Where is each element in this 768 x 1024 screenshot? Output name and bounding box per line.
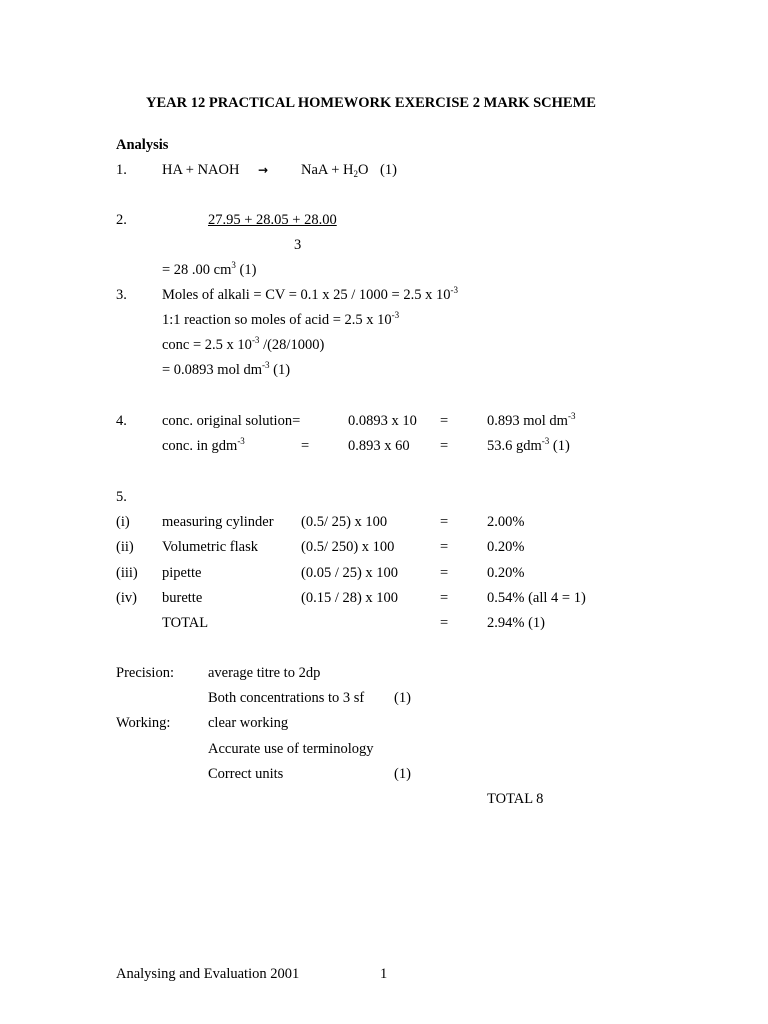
precision-line-2: Both concentrations to 3 sf — [208, 690, 365, 706]
analysis-heading: Analysis — [116, 137, 169, 153]
q3-line-3: conc = 2.5 x $10^{-3}$ /(28/1000) — [162, 335, 325, 353]
q5-row-equals: = — [440, 565, 449, 581]
working-line-2: Accurate use of terminology — [208, 741, 374, 757]
q5-row-equals: = — [440, 590, 449, 606]
q5-row-roman: (i) — [116, 514, 130, 530]
q5-row-equals: = — [440, 514, 449, 530]
q2-number: 2. — [116, 212, 127, 228]
working-line-3: Correct units — [208, 766, 284, 782]
working-mark: (1) — [394, 766, 411, 782]
q4-row1-equals: = — [440, 413, 449, 429]
q5-row-result: 0.54% (all 4 = 1) — [487, 590, 586, 606]
q4-row2-result: 53.6 gdm$^{-3}$ (1) — [487, 436, 570, 454]
q5-number: 5. — [116, 489, 127, 505]
q2-result: = 28 .00 $cm^3$ (1) — [162, 260, 257, 278]
q4-row1-calc: 0.0893 x 10 — [348, 413, 417, 429]
q3-line-4: = 0.0893 mol $dm^{-3}$ (1) — [162, 360, 291, 378]
q3-line-2: 1:1 reaction so moles of acid = 2.5 x $10^{-3}$ — [162, 310, 400, 328]
precision-label: Precision: — [116, 665, 174, 681]
q5-row-item: measuring cylinder — [162, 514, 274, 530]
working-label: Working: — [116, 715, 171, 731]
q5-row-result: 0.20% — [487, 565, 525, 581]
q1-number: 1. — [116, 162, 127, 178]
q5-row-calc: (0.15 / 28) x 100 — [301, 590, 399, 606]
page-number: 1 — [380, 966, 388, 982]
q5-row-calc: (0.5/ 250) x 100 — [301, 539, 395, 555]
q5-total-label: TOTAL — [162, 615, 209, 631]
q1-reactants: HA + NAOH — [162, 162, 240, 178]
q5-row-roman: (iv) — [116, 590, 137, 606]
q5-total-equals: = — [440, 615, 449, 631]
q2-denominator: 3 — [294, 237, 302, 253]
q4-row2-label: conc. in gdm$^{-3}$ — [162, 436, 245, 454]
page-title: YEAR 12 PRACTICAL HOMEWORK EXERCISE 2 MARK SCHEME — [146, 95, 596, 111]
q5-row-roman: (ii) — [116, 539, 134, 555]
q5-row-result: 2.00% — [487, 514, 525, 530]
q2-numerator: 27.95 + 28.05 + 28.00 — [208, 212, 337, 228]
q5-row-item: pipette — [162, 565, 202, 581]
q4-row2-equals-2: = — [440, 438, 449, 454]
q3-number: 3. — [116, 287, 127, 303]
q5-row-equals: = — [440, 539, 449, 555]
total-marks: TOTAL 8 — [487, 791, 544, 807]
q4-number: 4. — [116, 413, 127, 429]
working-line-1: clear working — [208, 715, 289, 731]
q1-mark: (1) — [380, 162, 397, 178]
q4-row1-result: 0.893 mol $dm^{-3}$ — [487, 411, 576, 429]
q5-row-item: Volumetric flask — [162, 539, 258, 555]
q5-row-calc: (0.05 / 25) x 100 — [301, 565, 399, 581]
precision-mark: (1) — [394, 690, 411, 706]
q4-row2-equals-1: = — [301, 438, 310, 454]
footer-text: Analysing and Evaluation 2001 — [116, 966, 300, 982]
q5-row-calc: (0.5/ 25) x 100 — [301, 514, 388, 530]
q5-total-result: 2.94% (1) — [487, 615, 545, 631]
q3-line-1: Moles of alkali = CV = 0.1 x 25 / 1000 = 2.5 x $10^{-3}$ — [162, 285, 458, 303]
q5-row-roman: (iii) — [116, 565, 138, 581]
q5-row-item: burette — [162, 590, 203, 606]
reaction-arrow-icon: → — [258, 163, 269, 177]
q1-products: NaA + $H_2O$ — [301, 162, 369, 179]
q4-row2-calc: 0.893 x 60 — [348, 438, 410, 454]
q4-row1-label: conc. original solution= — [162, 413, 301, 429]
q5-row-result: 0.20% — [487, 539, 525, 555]
precision-line-1: average titre to 2dp — [208, 665, 321, 681]
